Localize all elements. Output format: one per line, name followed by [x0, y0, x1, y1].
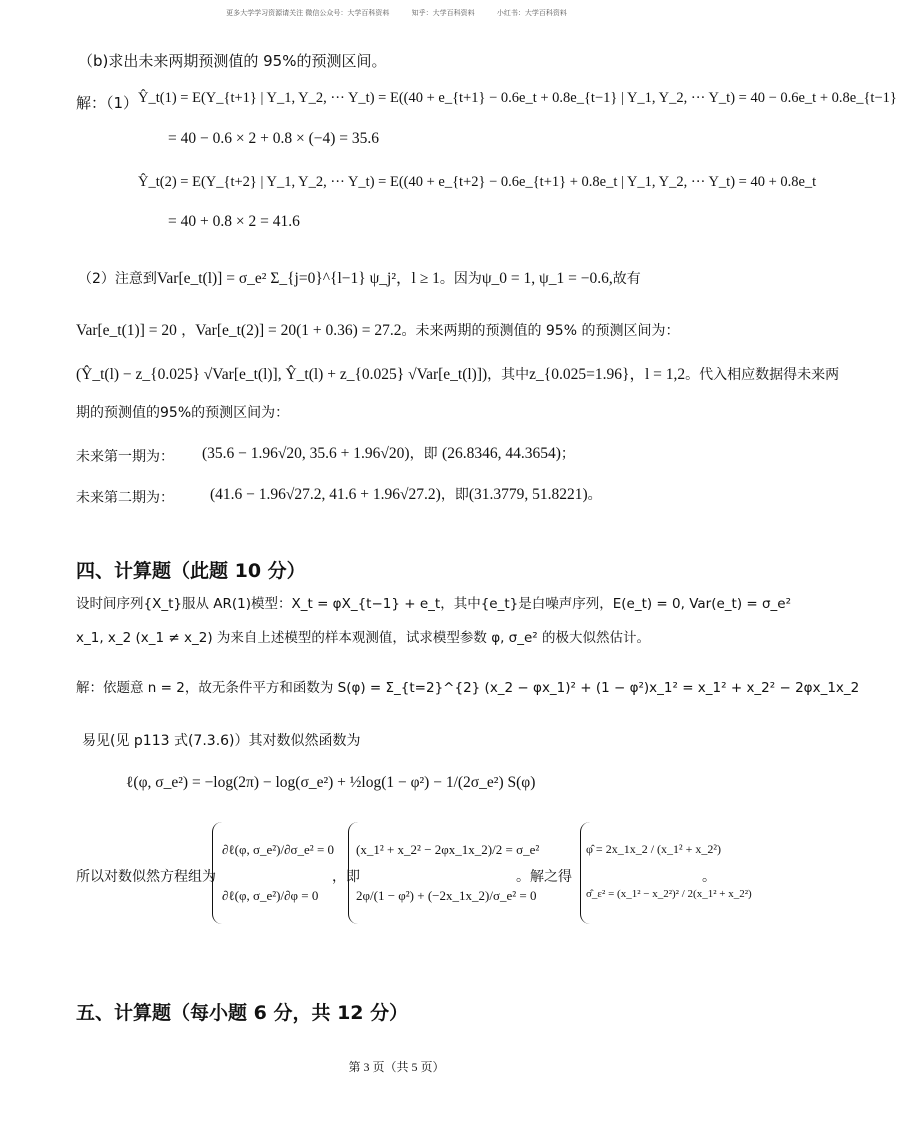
- period1-calc: (35.6 − 1.96√20, 35.6 + 1.96√20): [202, 445, 410, 462]
- variance-2: Var[e_t(2)] = 20(1 + 0.36) = 27.2: [195, 322, 402, 339]
- period2-calc: (41.6 − 1.96√27.2, 41.6 + 1.96√27.2): [210, 486, 441, 503]
- solve-text: 。解之得: [516, 869, 572, 885]
- brace-2: [348, 822, 513, 924]
- section-4-solution-2: 易见(见 p113 式(7.3.6)）其对数似然函数为: [82, 733, 361, 749]
- period1-line: (35.6 − 1.96√20, 35.6 + 1.96√20)，即 (26.8346, 44.3654)；: [202, 445, 575, 462]
- variance-1: Var[e_t(1)] = 20: [76, 322, 177, 339]
- forecast-eq-1-value: = 40 − 0.6 × 2 + 0.8 × (−4) = 35.6: [168, 130, 380, 147]
- page-header: [0, 8, 793, 18]
- section-4-problem-2: x_1, x_2 (x_1 ≠ x_2) 为来自上述模型的样本观测值，试求模型参数 φ, σ_e² 的极大似然估计。: [76, 630, 650, 646]
- period2-label: 未来第二期为：: [76, 490, 174, 506]
- section-5-title: 五、计算题（每小题 6 分，共 12 分）: [76, 1002, 409, 1024]
- step2-line: （2）注意到Var[e_t(l)] = σ_e² Σ_{j=0}^{l−1} ψ_j²，l ≥ 1。因为ψ_0 = 1, ψ_1 = −0.6,故有: [78, 270, 641, 287]
- interval-formula-line: (Ŷ_t(l) − z_{0.025} √Var[e_t(l)], Ŷ_t(l) + z_{0.025} √Var[e_t(l)])，其中z_{0.025=1.96}，l = 1,2。代入相应数据得未来两: [76, 366, 840, 383]
- likelihood-eq-c: (x_1² + x_2² − 2φx_1x_2)/2 = σ_e²: [356, 842, 540, 857]
- brace-1: [212, 822, 331, 924]
- likelihood-eq-d: 2φ/(1 − φ²) + (−2x_1x_2)/σ_e² = 0: [356, 888, 537, 903]
- header-middle: 知乎：大学百科资料: [411, 9, 475, 17]
- estimate-phi: φ̂ = 2x_1x_2 / (x_1² + x_2²): [586, 842, 721, 856]
- section-4-solution-1: 解：依题意 n = 2，故无条件平方和函数为 S(φ) = Σ_{t=2}^{2} (x_2 − φx_1)² + (1 − φ²)x_1² = x_1² + x_2² − 2φx_1x_2: [76, 680, 860, 696]
- header-left: 更多大学学习资源请关注 微信公众号：大学百科资料: [226, 9, 390, 17]
- period1-result: (26.8346, 44.3654): [442, 445, 561, 462]
- z-value: z_{0.025=1.96}: [529, 366, 630, 383]
- interval-formula: (Ŷ_t(l) − z_{0.025} √Var[e_t(l)], Ŷ_t(l) + z_{0.025} √Var[e_t(l)]): [76, 366, 488, 383]
- likelihood-eq-a: ∂ℓ(φ, σ_e²)/∂σ_e² = 0: [222, 842, 335, 857]
- section-4-problem-1: 设时间序列{X_t}服从 AR(1)模型：X_t = φX_{t−1} + e_t，其中{e_t}是白噪声序列，E(e_t) = 0, Var(e_t) = σ_e²: [76, 596, 792, 612]
- forecast-eq-1: Ŷ_t(1) = E(Y_{t+1} | Y_1, Y_2, ··· Y_t) = E((40 + e_{t+1} − 0.6e_t + 0.8e_{t−1} | Y_1, Y_2, ··· Y_t) = 40 − 0.6e_t + 0.8e_{t−1}: [138, 90, 897, 106]
- solve-end: 。: [702, 869, 716, 885]
- period2-result: (31.3779, 51.8221): [468, 486, 588, 503]
- part-b-question: （b)求出未来两期预测值的 95%的预测区间。: [78, 52, 387, 70]
- period2-line: (41.6 − 1.96√27.2, 41.6 + 1.96√27.2)，即(31.3779, 51.8221)。: [210, 486, 602, 503]
- interval-intro: 期的预测值的95%的预测区间为：: [76, 405, 290, 421]
- variance-formula: Var[e_t(l)] = σ_e² Σ_{j=0}^{l−1} ψ_j²: [156, 270, 397, 287]
- likelihood-eqs-label: 所以对数似然方程组为: [76, 869, 216, 885]
- forecast-eq-2: Ŷ_t(2) = E(Y_{t+2} | Y_1, Y_2, ··· Y_t) = E((40 + e_{t+2} − 0.6e_{t+1} + 0.8e_t | Y_1, Y_2, ··· Y_t) = 40 + 0.8e_t: [138, 174, 817, 190]
- page-footer: 第 3 页（共 5 页）: [348, 1060, 445, 1074]
- period1-label: 未来第一期为：: [76, 449, 174, 465]
- variance-values-line: Var[e_t(1)] = 20 ，Var[e_t(2)] = 20(1 + 0.36) = 27.2。未来两期的预测值的 95% 的预测区间为：: [76, 322, 680, 339]
- section-4-title: 四、计算题（此题 10 分）: [76, 560, 306, 582]
- brace-3: [580, 822, 699, 924]
- psi-values: ψ_0 = 1, ψ_1 = −0.6,: [481, 270, 613, 287]
- estimate-sigma: σ̂_ε² = (x_1² − x_2²)² / 2(x_1² + x_2²): [586, 888, 752, 900]
- answer-label: 解：（1）: [76, 94, 139, 112]
- likelihood-mid-text: ，即: [332, 869, 360, 885]
- log-likelihood-formula: ℓ(φ, σ_e²) = −log(2π) − log(σ_e²) + ½log(1 − φ²) − 1/(2σ_e²) S(φ): [126, 774, 536, 791]
- forecast-eq-2-value: = 40 + 0.8 × 2 = 41.6: [168, 213, 300, 230]
- header-right: 小红书：大学百科资料: [496, 9, 567, 17]
- likelihood-eq-b: ∂ℓ(φ, σ_e²)/∂φ = 0: [222, 888, 319, 903]
